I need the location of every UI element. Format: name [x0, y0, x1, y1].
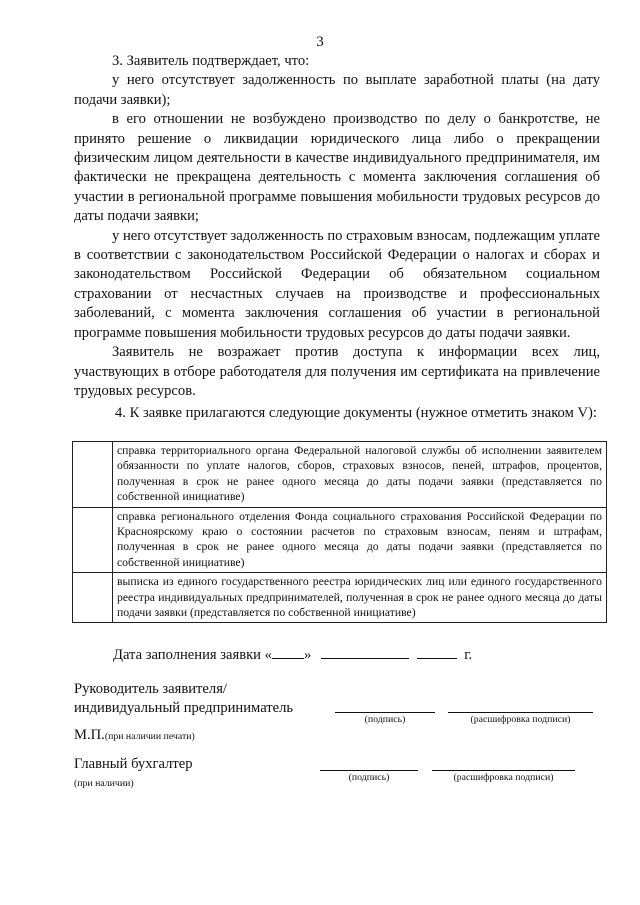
section-4-heading-text: 4. К заявке прилагаются следующие документы (нужное отметить знаком V): [115, 405, 597, 421]
head-label-line-1: Руководитель заявителя/ [74, 681, 227, 697]
seal-label: М.П. [74, 727, 105, 743]
fill-date-label: Дата заполнения заявки « [113, 647, 272, 663]
year-field[interactable] [417, 645, 457, 659]
seal-note: (при наличии печати) [104, 731, 195, 742]
accountant-decoding-line[interactable] [432, 770, 575, 771]
section-3-consent: Заявитель не возражает против доступа к информации всех лиц, участвующих в отборе работодателя для получения им сертификата на привлечение трудовых ресурсов. [74, 344, 600, 399]
document-checkbox[interactable] [73, 507, 113, 573]
accountant-signature-line[interactable] [320, 770, 418, 771]
section-3-heading: 3. Заявитель подтверждает, что: [112, 53, 310, 69]
accountant-label: Главный бухгалтер [74, 756, 193, 772]
documents-table [72, 441, 607, 623]
seal-line [74, 726, 195, 746]
accountant-decoding-caption: (расшифровка подписи) [453, 772, 554, 783]
document-text: выписка из единого государственного реестра юридических лиц или единого государственного реестра индивидуальных предпринимателей, полученная в срок не ранее одного месяца до даты подачи заявки (представляется по собственной инициативе) [113, 573, 607, 623]
page-number: 3 [316, 34, 324, 50]
section-4-heading [72, 404, 600, 423]
table-row [73, 442, 607, 508]
head-decoding-line[interactable] [448, 712, 593, 713]
section-3-item: у него отсутствует задолженность по страховым взносам, подлежащим уплате в соответствии с законодательством Российской Федерации о налогах и сборах и законодательством Российской Федерации об обязательном социальном страховании от несчастных случаев на производстве и профессиональных заболеваний, с момента заключения соглашения об участии в региональной программе повышения мобильности трудовых ресурсов до даты подачи заявки. [74, 227, 600, 341]
section-3-item: в его отношении не возбуждено производство по делу о банкротстве, не принято решение о ликвидации юридического лица либо о прекращении физическим лицом деятельности в качестве индивидуального предпринимателя, им фактически не прекращена деятельность с момента заключения соглашения об участии в региональной программе повышения мобильности трудовых ресурсов до даты подачи заявки; [74, 111, 600, 225]
section-3-item: у него отсутствует задолженность по выплате заработной платы (на дату подачи заявки); [74, 72, 600, 108]
accountant-signature-caption: (подпись) [348, 772, 390, 783]
document-checkbox[interactable] [73, 573, 113, 623]
document-text: справка территориального органа Федеральной налоговой службы об исполнении заявителем обязанности по уплате налогов, сборов, страховых взносов, пеней, штрафов, процентов, полученная в срок не ранее одного месяца до даты подачи заявки (представляется по собственной инициативе) [113, 442, 607, 508]
year-suffix: г. [464, 647, 473, 663]
head-signature-caption: (подпись) [364, 714, 406, 725]
table-row [73, 507, 607, 573]
fill-date-line [113, 645, 472, 664]
document-checkbox[interactable] [73, 442, 113, 508]
accountant-note: (при наличии) [74, 778, 134, 789]
head-label-line-2: индивидуальный предприниматель [74, 700, 294, 716]
day-field[interactable] [272, 645, 304, 659]
section-3 [74, 52, 600, 401]
close-quote: » [303, 647, 312, 663]
document-text: справка регионального отделения Фонда социального страхования Российской Федерации по Красноярскому краю о состоянии расчетов по страховым взносам, пеням и штрафам, полученная в срок не ранее одного месяца до даты подачи заявки (представляется по собственной инициативе) [113, 507, 607, 573]
head-decoding-caption: (расшифровка подписи) [470, 714, 571, 725]
head-signature-line[interactable] [335, 712, 435, 713]
month-field[interactable] [321, 645, 409, 659]
table-row [73, 573, 607, 623]
